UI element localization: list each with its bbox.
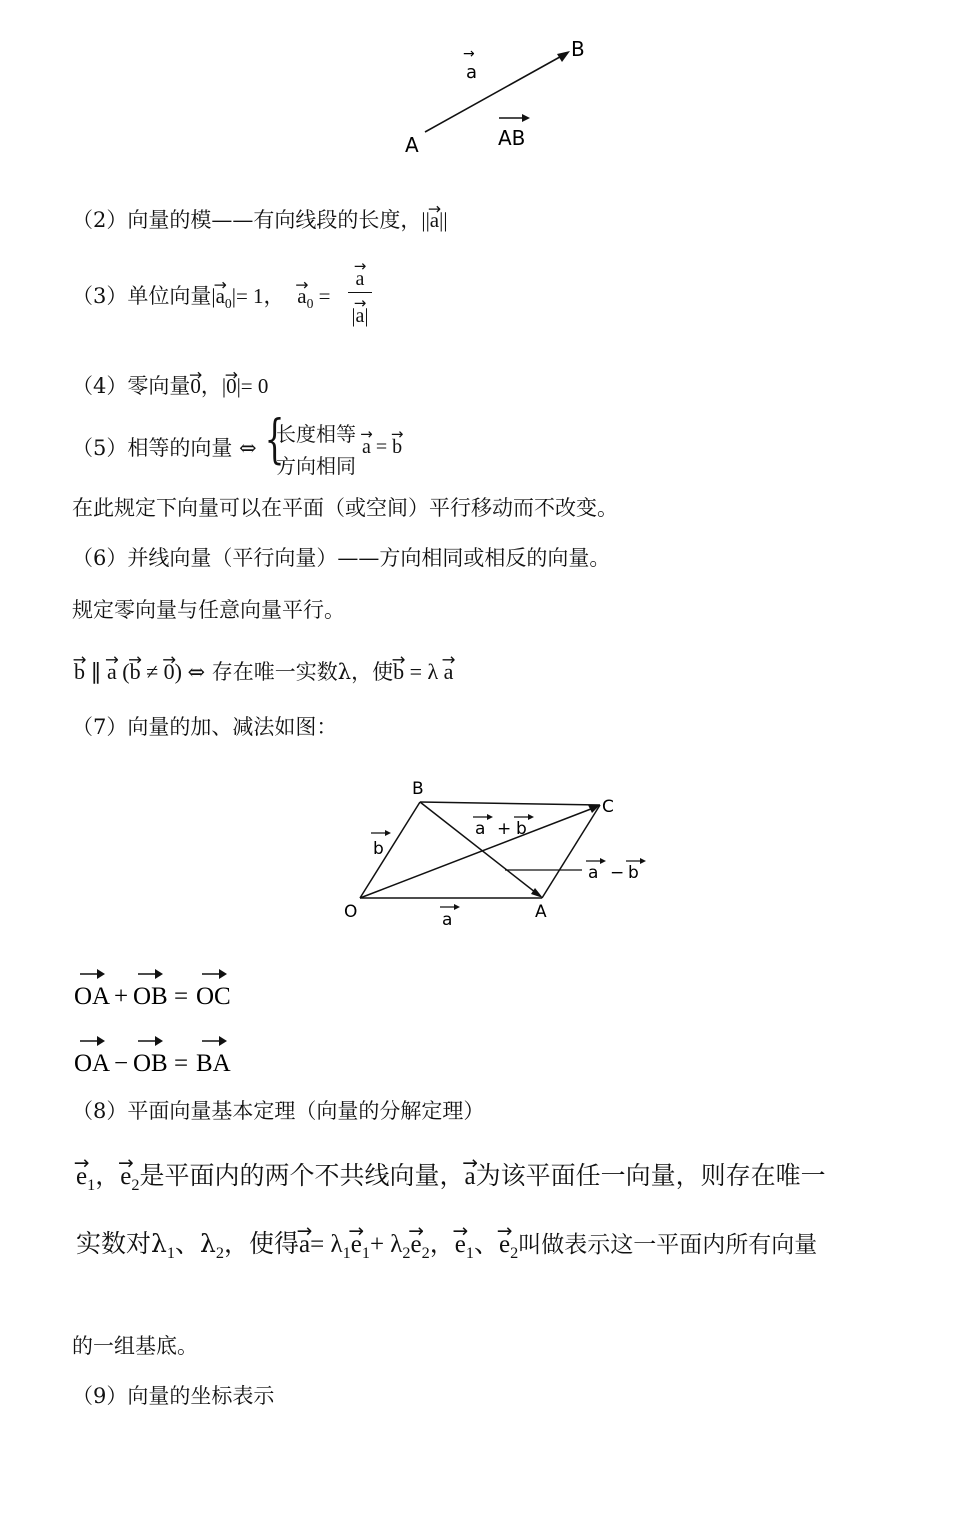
fig1-label-a: a <box>466 62 478 83</box>
svg-text:OA: OA <box>74 1050 111 1077</box>
para-1: 在此规定下向量可以在平面（或空间）平行移动而不改变。 <box>72 496 618 520</box>
eq-sub <box>70 1027 270 1077</box>
item3-num: → a <box>356 268 365 291</box>
item3-fraction: → a |→ a| <box>348 262 372 335</box>
item5-text: （5）相等的向量 ⇔ <box>72 436 257 460</box>
fig2-diff-b: b <box>628 863 639 883</box>
item5-cond2: 方向相同 <box>276 454 356 478</box>
fig2-O: O <box>344 902 358 922</box>
item-2: （2）向量的模——有向线段的长度，|→ |a|| <box>72 206 448 234</box>
eq-add <box>70 960 270 1010</box>
item-8: （8）平面向量基本定理（向量的分解定理） <box>72 1099 485 1123</box>
fig2-C: C <box>602 797 614 817</box>
item5-rhs: → b <box>392 436 402 459</box>
fig1-label-A: A <box>405 133 419 157</box>
item5-cond1: 长度相等 <box>276 422 356 446</box>
theorem-line-2: 实数对$\lambda_1$、$\lambda_2$，使得→ $a= \lambda_1\to e_1+ \lambda_2\to e_2$，→ $e_1$、→ $e_2$叫做表示这一平面内所有向量 <box>76 1228 817 1269</box>
theorem-line-1: → $e_1$，→ $e_2$是平面内的两个不共线向量，→ a为该平面任一向量，则存在唯一 <box>76 1160 826 1201</box>
item-4: （4）零向量→ 0，|→ 0|= 0 <box>72 372 268 400</box>
svg-text:+: + <box>114 983 129 1010</box>
item4-text: （4）零向量 <box>72 374 191 398</box>
fig2-a: a <box>442 910 453 930</box>
vector-ab-figure <box>395 30 605 160</box>
theorem-line-3: 的一组基底。 <box>72 1334 198 1358</box>
item5-brace: { <box>264 410 285 470</box>
item-3: （3）单位向量|→ $a_0|= 1$， → $a_0$ = <box>72 282 331 318</box>
item-6: （6）并线向量（平行向量）——方向相同或相反的向量。 <box>72 546 611 570</box>
fig2-sum-a: a <box>475 819 486 839</box>
fig2-sum-b: b <box>516 819 527 839</box>
svg-text:OC: OC <box>196 983 231 1010</box>
item2-text: （2）向量的模——有向线段的长度， <box>72 208 422 232</box>
svg-text:OA: OA <box>74 983 111 1010</box>
item-7: （7）向量的加、减法如图： <box>72 715 338 739</box>
svg-text:−: − <box>114 1050 129 1077</box>
svg-text:−: − <box>610 863 625 883</box>
fig2-A: A <box>535 902 547 922</box>
fig1-label-B: B <box>571 37 585 61</box>
item-9: （9）向量的坐标表示 <box>72 1384 275 1408</box>
fig2-b: b <box>373 839 384 859</box>
item-5 <box>72 434 257 462</box>
svg-text:OB: OB <box>133 1050 168 1077</box>
parallel-condition: → b ∥ → a (→ b ≠ → 0) ⇔ 存在唯一实数λ，使→ b = λ → a <box>74 658 453 686</box>
svg-text:+: + <box>497 819 512 839</box>
parallelogram-figure <box>330 770 670 940</box>
fig2-diff-a: a <box>588 863 599 883</box>
item5-lhs: → a <box>362 436 371 459</box>
svg-text:→: → <box>463 46 475 62</box>
fig1-label-AB: AB <box>498 126 526 150</box>
item4-zero: → 0 <box>190 372 201 400</box>
item2-math: → |a| <box>426 206 444 234</box>
item3-text: （3）单位向量 <box>72 284 212 308</box>
fig2-B: B <box>412 779 424 799</box>
svg-text:OB: OB <box>133 983 168 1010</box>
svg-text:BA: BA <box>196 1050 231 1077</box>
svg-text:=: = <box>174 983 189 1010</box>
svg-text:=: = <box>174 1050 189 1077</box>
para-2: 规定零向量与任意向量平行。 <box>72 598 345 622</box>
